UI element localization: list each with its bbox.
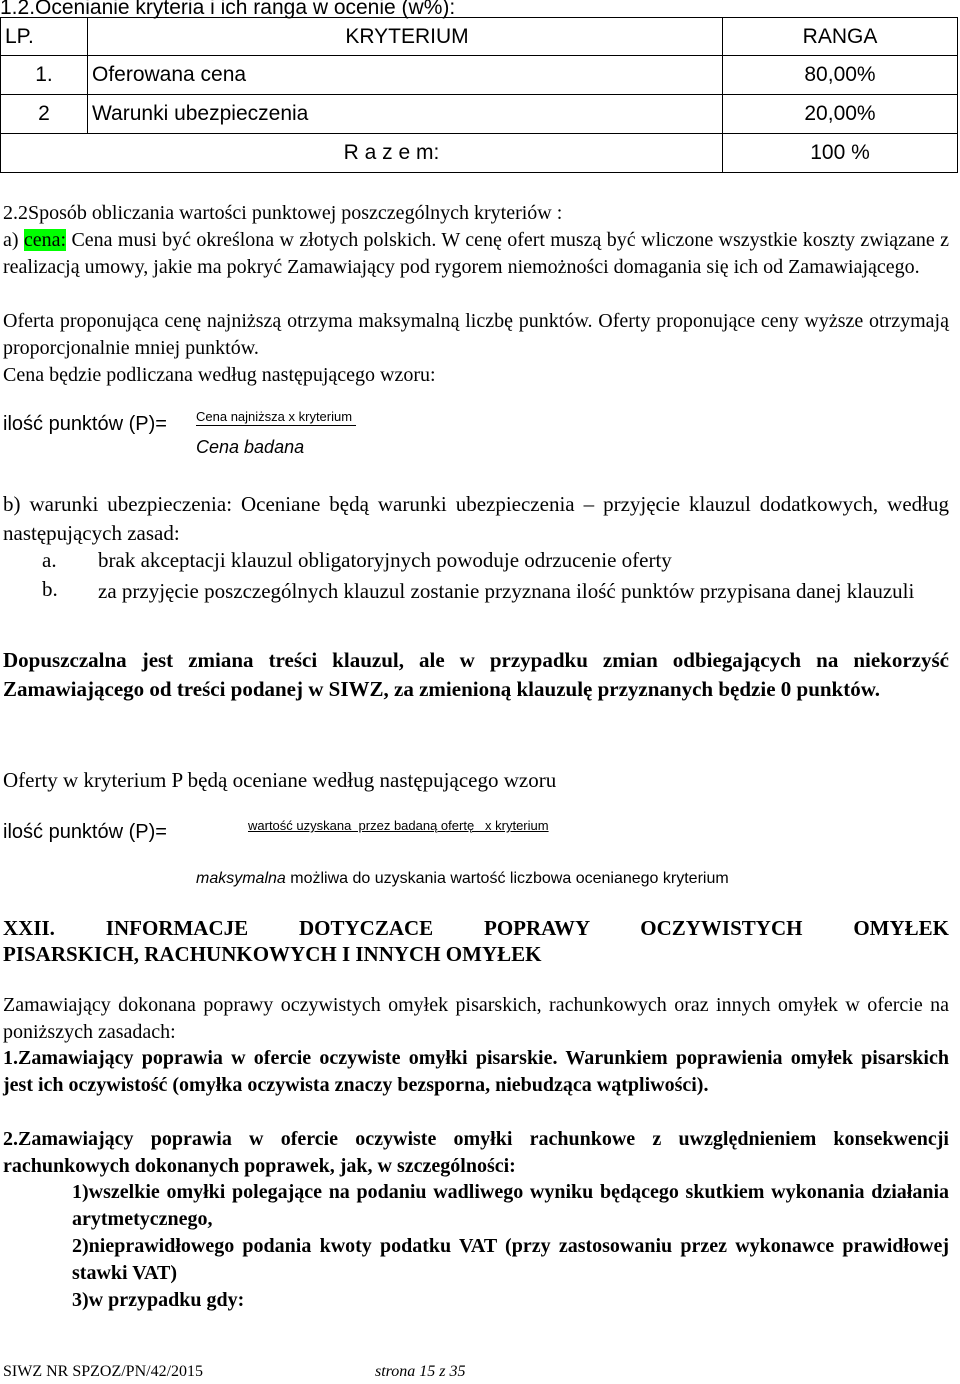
header-ranga: RANGA [723,18,958,56]
row-kryterium: Warunki ubezpieczenia [88,95,723,134]
list-item: brak akceptacji klauzul obligatoryjnych powoduje odrzucenie oferty [98,548,672,572]
price-text: Cena musi być określona w złotych polskich. W cenę ofert muszą być wliczone wszystkie koszty związane z realizacją umowy, jakie ma pokryć Zamawiający pod rygorem niemożności domagania się ich od Zamawiającego. [3,229,949,278]
header-kryterium: KRYTERIUM [88,18,723,56]
price-criterion-paragraph [3,227,949,281]
formula1-denominator: Cena badana [196,437,305,457]
list-item: za przyjęcie poszczególnych klauzul zostanie przyznana ilość punktów przypisana danej klauzuli [98,579,915,603]
row-ranga: 80,00% [723,56,958,95]
price-formula-intro: Cena będzie podliczana według następującego wzoru: [3,364,436,386]
formula2-denominator-rest: możliwa do uzyskania wartość liczbowa ocenianego kryterium [285,870,729,887]
formula2-denominator [196,870,729,888]
xxii-subpoint-1: 1)wszelkie omyłki polegające na podaniu wadliwego wyniku będącego skutkiem wykonania działania arytmetycznego, [72,1181,949,1230]
formula1-numerator: Cena najniższa x kryterium [196,409,356,426]
xxii-subpoint-3: 3)w przypadku gdy: [72,1289,245,1311]
row-lp: 2 [1,95,88,134]
xxii-intro: Zamawiający dokonana poprawy oczywistych omyłek pisarskich, rachunkowych oraz innych omyłek w ofercie na poniższych zasadach: [3,994,949,1043]
table-row [1,56,958,95]
xxii-subpoint-2: 2)nieprawidłowego podania kwoty podatku VAT (przy zastosowaniu przez wykonawce prawidłowej stawki VAT) [72,1235,949,1284]
total-value: 100 % [723,134,958,173]
row-lp: 1. [1,56,88,95]
footer-page-number: strona 15 z 35 [375,1363,466,1380]
price-prefix: a) [3,229,24,251]
lowest-price-paragraph: Oferta proponująca cenę najniższą otrzyma maksymalną liczbę punktów. Oferty proponujące ceny wyższe otrzymają proporcjonalnie mniej punktów. [3,310,949,359]
criteria-table [0,17,958,173]
table-total-row [1,134,958,173]
formula2-intro: Oferty w kryterium P będą oceniane według następującego wzoru [3,768,557,792]
formula2-numerator: wartość uzyskana przez badaną ofertę x kryterium [248,818,549,833]
total-label: R a z e m: [1,134,723,173]
header-lp: LP. [1,18,88,56]
formula1-label: ilość punktów (P)= [3,413,167,435]
list-marker: b. [42,577,58,601]
section-title: 1.2.Ocenianie kryteria i ich ranga w ocenie (w%): [0,0,456,19]
footer-doc-id: SIWZ NR SPZOZ/PN/42/2015 [3,1363,204,1380]
clause-change-note: Dopuszczalna jest zmiana treści klauzul, ale w przypadku zmian odbiegających na niekorzyść Zamawiającego od treści podanej w SIWZ, za zmienioną klauzulę przyznanych będzie 0 punktów. [3,648,949,701]
formula2-label: ilość punktów (P)= [3,821,167,843]
table-header-row [1,18,958,56]
xxii-point-2: 2.Zamawiający poprawia w ofercie oczywiste omyłki rachunkowe z uwzględnieniem konsekwencji rachunkowych dokonanych poprawek, jak, w szczególności: [3,1128,949,1177]
row-ranga: 20,00% [723,95,958,134]
xxii-heading: XXII. INFORMACJE DOTYCZACE POPRAWY OCZYWISTYCH OMYŁEK [3,916,949,940]
list-marker: a. [42,548,57,572]
criteria-method-heading: 2.2Sposób obliczania wartości punktowej poszczególnych kryteriów : [3,202,563,224]
formula2-denominator-italic: maksymalna [196,870,286,887]
insurance-criterion-intro: b) warunki ubezpieczenia: Oceniane będą warunki ubezpieczenia – przyjęcie klauzul dodatkowych, według następujących zasad: [3,492,949,545]
price-highlight: cena: [23,229,67,251]
xxii-heading-line2: PISARSKICH, RACHUNKOWYCH I INNYCH OMYŁEK [3,942,542,966]
row-kryterium: Oferowana cena [88,56,723,95]
xxii-point-1: 1.Zamawiający poprawia w ofercie oczywiste omyłki pisarskie. Warunkiem poprawienia omyłek pisarskich jest ich oczywistość (omyłka oczywista znaczy bezsporna, niebudząca wątpliwości). [3,1047,949,1096]
table-row [1,95,958,134]
